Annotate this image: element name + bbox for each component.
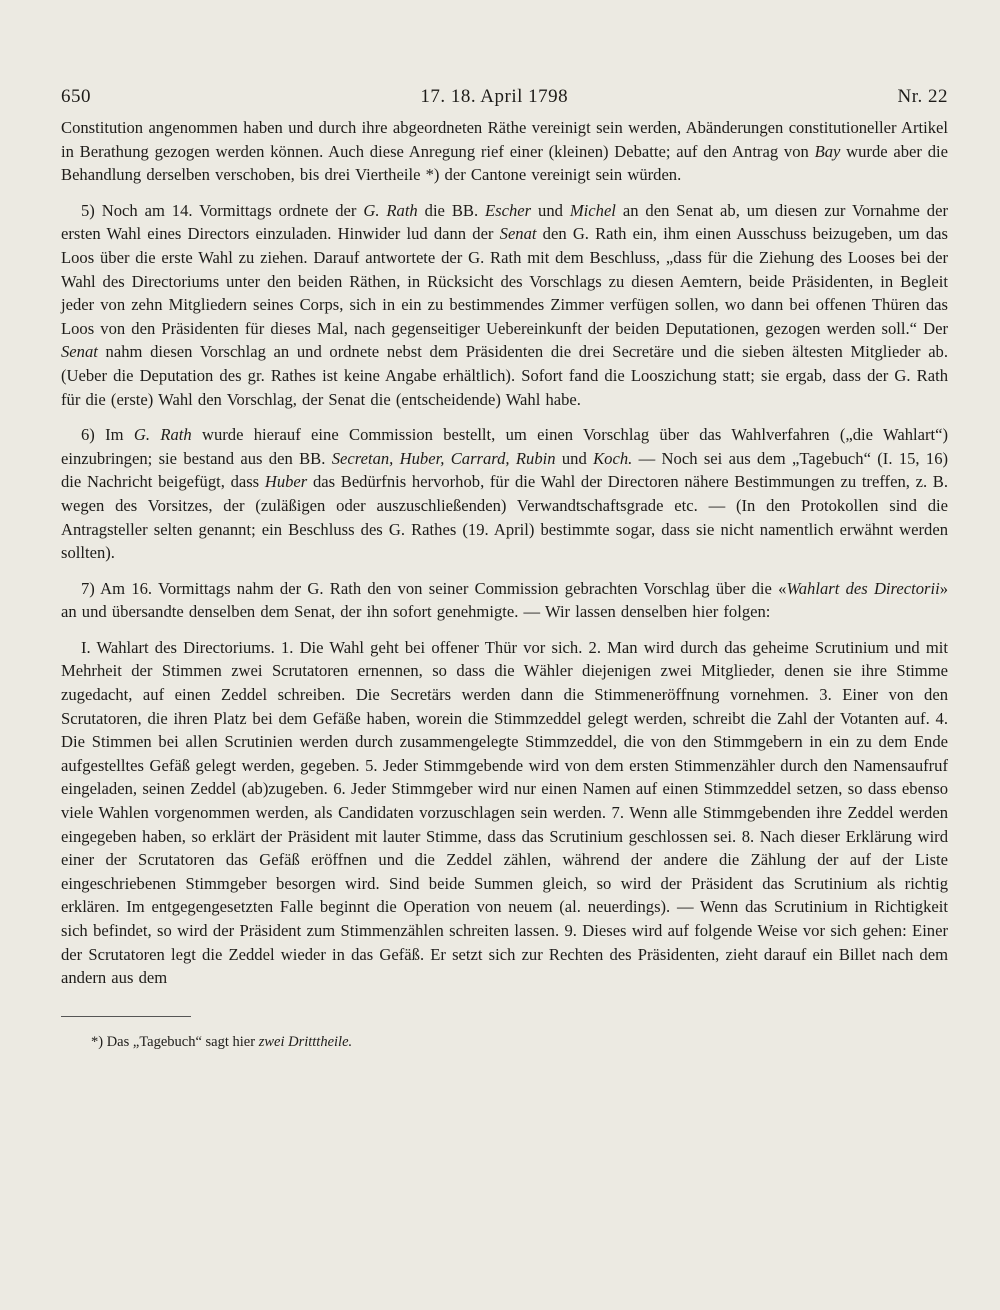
page-header — [61, 86, 948, 108]
term-g-rath: G. Rath — [133, 425, 192, 445]
footnote: *) Das „Tagebuch“ sagt hier zwei Dritttheile. — [91, 1033, 353, 1050]
paragraph-constitution: Constitution angenommen haben und durch ihre abgeordneten Räthe vereinigt sein werden, Abänderungen constitutioneller Artikel in Berathung gezogen werden können. Auch diese Anregung rief einer (kleinen) Debatte; auf den Antrag von Bay wurde aber die Behandlung derselben verschoben, bis drei Viertheile *) der Cantone vereinigt sein würden. — [61, 118, 948, 185]
footnote-italic: zwei Dritttheile. — [258, 1033, 353, 1050]
body-text — [61, 116, 948, 990]
term-senat: Senat — [499, 224, 537, 244]
paragraph-6: 6) Im G. Rath wurde hierauf eine Commission bestellt, um einen Vorschlag über das Wahlverfahren („die Wahlart“) einzubringen; sie bestand aus den BB. Secretan, Huber, Carrard, Rubin und Koch. — Noch sei aus dem „Tagebuch“ (I. 15, 16) die Nachricht beigefügt, dass Huber das Bedürfnis hervorhob, für die Wahl der Directoren nähere Bestimmungen zu treffen, z. B. wegen des Vorsitzes, der (zuläßigen oder auszuschließenden) Verwandtschaftsgrade etc. — (In den Protokollen sind die Antragsteller selten genannt; ein Beschluss des G. Rathes (19. April) bestimmte sogar, dass sie nicht namentlich erwähnt werden sollten). — [61, 425, 949, 563]
commission-members: Secretan, Huber, Carrard, Rubin — [331, 448, 556, 468]
term-g-rath: G. Rath — [363, 200, 418, 220]
name-michel: Michel — [569, 200, 616, 220]
name-escher: Escher — [485, 200, 532, 220]
term-senat: Senat — [61, 342, 98, 362]
name-koch: Koch. — [593, 448, 633, 468]
page-number: 650 — [61, 86, 91, 107]
paragraph-5: 5) Noch am 14. Vormittags ordnete der G. Rath die BB. Escher und Michel an den Senat ab, um diesen zur Vornahme der ersten Wahl eines Directors einzuladen. Hinwider lud dann der Senat den G. Rath ein, ihm einen Ausschuss beizugeben, um das Loos über die erste Wahl zu ziehen. Darauf antwortete der G. Rath mit dem Beschluss, „dass für die Ziehung des Looses bei der Wahl des Directoriums unter den beiden Räthen, in Rücksicht des Vorschlags zu diesen Aemtern, beide Präsidenten, in Begleit jeder von zehn Mitgliedern seines Corps, sich in ein zu bestimmendes Zimmer verfügen sollen, wo dann bei offenen Thüren das Loos von den Präsidenten für dieses Mal, nach gegenseitiger Uebereinkunft der beiden Deputationen, gezogen werden soll.“ Der Senat nahm diesen Vorschlag an und ordnete nebst dem Präsidenten die drei Secretäre und die sieben ältesten Mitglieder ab. (Ueber die Deputation des gr. Rathes ist keine Angabe erhältlich). Sofort fand die Looszichung statt; sie ergab, dass der G. Rath für die (erste) Wahl den Vorschlag, der Senat die (entscheidende) Wahl habe. — [61, 200, 949, 409]
paragraph-wahlart: I. Wahlart des Directoriums. 1. Die Wahl geht bei offener Thür vor sich. 2. Man wird durch das geheime Scrutinium und mit Mehrheit der Stimmen zwei Scrutatoren ernennen, so dass die Wähler diejenigen zwei Mitglieder, denen sie ihre Stimme zugedacht, auf einen Zeddel schreiben. Die Secretärs werden dann die Stimmeneröffnung vornehmen. 3. Einer von den Scrutatoren, die ihren Platz bei dem Gefäße haben, worein die Stimmzeddel gelegt werden, schreibt die Zahl der Votanten auf. 4. Die Stimmen bei allen Scrutinien werden durch zusammengelegte Stimmzeddel, die von den Stimmgebern in ein zu dem Ende aufgestelltes Gefäß gelegt werden, gegeben. 5. Jeder Stimmgebende wird von dem ersten Stimmenzähler durch den Namensaufruf eingeladen, seinen Zeddel (ab)zugeben. 6. Jeder Stimmgeber wird nur einen Namen auf einen Stimmzeddel setzen, so dass ebenso viele Wahlen vorgenommen werden, als Candidaten vorzuschlagen sein werden. 7. Wenn alle Stimmgebenden ihre Zeddel werden eingegeben haben, so erklärt der Präsident mit lauter Stimme, dass das Scrutinium geschlossen sei. 8. Nach dieser Erklärung wird einer der Scrutatoren das Gefäß eröffnen und die Zeddel zählen, während der andere die Zählung der auf der Liste eingeschriebenen Stimmgeber besorgen wird. Sind beide Summen gleich, so wird der Präsident das Scrutinium als richtig erklären. Im entgegengesetzten Falle beginnt die Operation von neuem (al. neuerdings). — Wenn das Scrutinium in Richtigkeit sich befindet, so wird der Präsident zum Stimmenzählen schreiten lassen. 9. Dieses wird auf folgende Weise vor sich gehen: Einer der Scrutatoren legt die Zeddel wieder in das Gefäß. Er setzt sich zur Rechten des Präsidenten, zieht darauf ein Billet nach dem andern aus dem — [61, 637, 948, 988]
name-bay: Bay — [814, 141, 841, 161]
footnote-divider — [61, 1016, 191, 1017]
section-number: Nr. 22 — [897, 86, 948, 107]
name-huber: Huber — [264, 472, 308, 492]
running-head-date: 17. 18. April 1798 — [420, 86, 569, 107]
paragraph-7: 7) Am 16. Vormittags nahm der G. Rath den von seiner Commission gebrachten Vorschlag über die «Wahlart des Directorii» an und übersandte denselben dem Senat, der ihn sofort genehmigte. — Wir lassen denselben hier folgen: — [61, 578, 948, 622]
title-wahlart: Wahlart des Directorii — [786, 578, 940, 598]
